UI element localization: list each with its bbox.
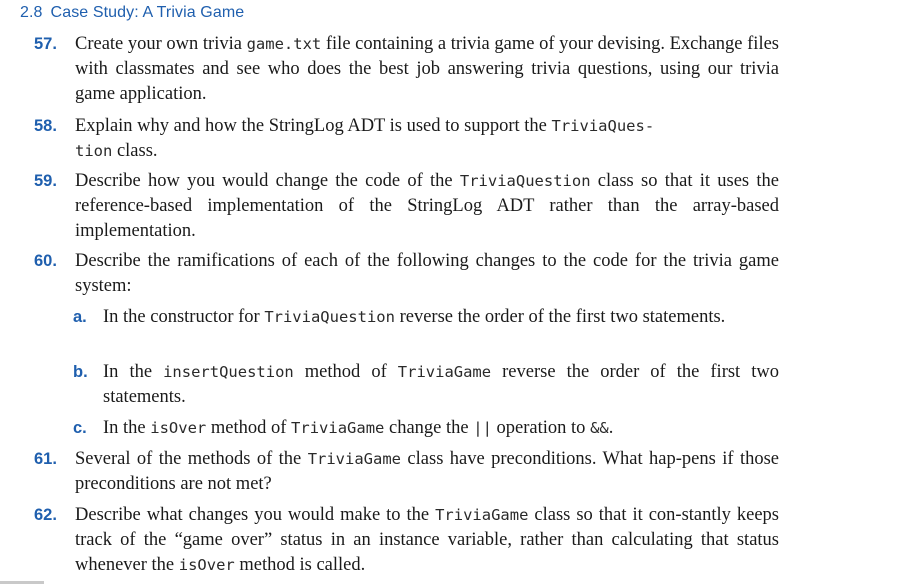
inline-code: || bbox=[473, 419, 492, 437]
part-label: c. bbox=[73, 419, 87, 437]
exercise-text: Describe what changes you would make to the TriviaGame class so that it con-stantly keeps track of the “game over” status in an instance variable, rather than calculating that status whenever the isOver method is called. bbox=[75, 505, 779, 575]
part-text: In the isOver method of TriviaGame change the || operation to &&. bbox=[103, 418, 614, 438]
exercise-number: 62. bbox=[34, 506, 57, 524]
inline-code: game.txt bbox=[246, 35, 322, 53]
exercise-text: Several of the methods of the TriviaGame class have preconditions. What hap-pens if those preconditions are not met? bbox=[75, 449, 779, 494]
inline-code: TriviaGame bbox=[435, 506, 529, 524]
exercise-58 bbox=[34, 114, 779, 164]
exercise-60-part-c bbox=[73, 416, 779, 441]
part-text: In the constructor for TriviaQuestion reverse the order of the first two statements. bbox=[103, 307, 726, 327]
part-text: In the insertQuestion method of TriviaGame reverse the order of the first two statements. bbox=[103, 362, 779, 407]
part-label: a. bbox=[73, 308, 87, 326]
inline-code: TriviaGame bbox=[397, 363, 492, 381]
exercise-number: 60. bbox=[34, 252, 57, 270]
inline-code: isOver bbox=[178, 556, 235, 574]
exercise-text: Describe the ramifications of each of the following changes to the code for the trivia game system: bbox=[75, 251, 779, 296]
exercise-57 bbox=[34, 32, 779, 107]
exercise-text: Explain why and how the StringLog ADT is used to support the TriviaQues- tion class. bbox=[75, 116, 655, 161]
inline-code: TriviaGame bbox=[307, 450, 402, 468]
inline-code: isOver bbox=[150, 419, 207, 437]
exercise-number: 61. bbox=[34, 450, 57, 468]
inline-code: TriviaQuestion bbox=[264, 308, 395, 326]
exercise-62 bbox=[34, 503, 779, 578]
inline-code: TriviaQues- bbox=[551, 117, 655, 135]
section-number: 2.8 bbox=[20, 4, 43, 21]
inline-code: insertQuestion bbox=[163, 363, 294, 381]
section-heading bbox=[20, 4, 244, 22]
inline-code: && bbox=[590, 419, 609, 437]
inline-code: TriviaQuestion bbox=[459, 172, 591, 190]
exercise-60 bbox=[34, 249, 779, 299]
exercise-number: 59. bbox=[34, 172, 57, 190]
exercise-number: 58. bbox=[34, 117, 57, 135]
inline-code: tion bbox=[75, 142, 113, 160]
exercise-61 bbox=[34, 447, 779, 497]
exercise-text: Create your own trivia game.txt file containing a trivia game of your devising. Exchange files with classmates and see who does the best job answering trivia questions, using our trivia game application. bbox=[75, 34, 779, 104]
part-label: b. bbox=[73, 363, 88, 381]
exercise-text: Describe how you would change the code of the TriviaQuestion class so that it uses the reference-based implementation of the StringLog ADT rather than the array-based implementation. bbox=[75, 171, 779, 241]
exercise-number: 57. bbox=[34, 35, 57, 53]
exercise-60-part-b bbox=[73, 360, 779, 410]
section-title: Case Study: A Trivia Game bbox=[50, 4, 245, 21]
inline-code: TriviaGame bbox=[291, 419, 385, 437]
exercise-60-part-a bbox=[73, 305, 779, 330]
exercise-59 bbox=[34, 169, 779, 244]
